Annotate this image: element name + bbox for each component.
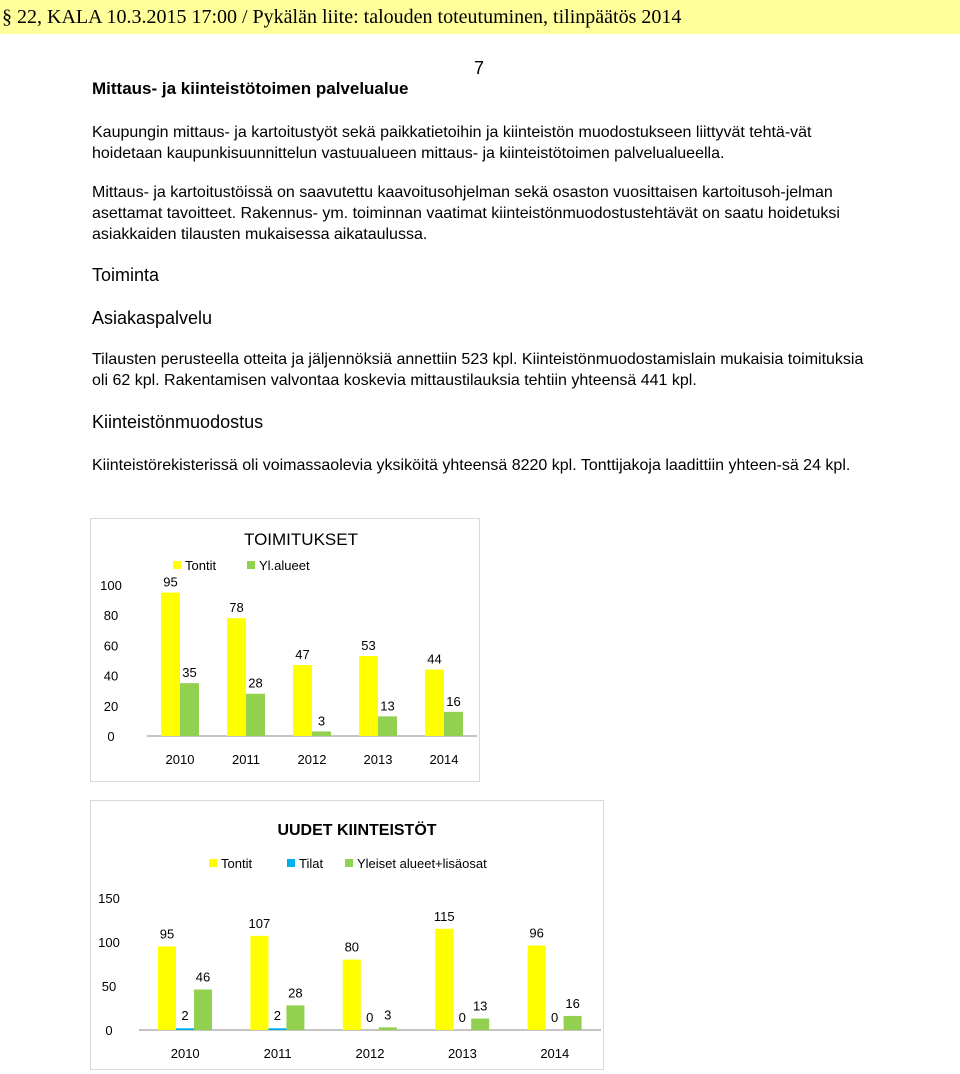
- y-tick-label: 100: [100, 578, 122, 593]
- bar: [286, 1005, 304, 1030]
- paragraph-asiakaspalvelu: Tilausten perusteella otteita ja jäljennöksiä annettiin 523 kpl. Kiinteistönmuodostamislain mukaisia toimituksia oli 62 kpl. Rakentamisen valvontaa koskevia mittaustilauksia tehtiin yhteensä 441 kpl.: [92, 351, 864, 389]
- data-label: 95: [163, 574, 178, 590]
- paragraph-intro: Kaupungin mittaus- ja kartoitustyöt sekä paikkatietoihin ja kiinteistön muodostukseen liittyvät tehtä-vät hoidetaan kaupunkisuunnittelun vastuualueen mittaus- ja kiinteistötoimen palvelualueella.: [92, 124, 812, 162]
- bar: [246, 694, 265, 736]
- y-tick-label: 0: [107, 729, 115, 744]
- data-label: 3: [317, 713, 326, 729]
- x-tick-label: 2014: [540, 1046, 570, 1061]
- toimitukset-chart-svg: [91, 519, 479, 781]
- data-label: 35: [182, 665, 197, 681]
- heading-kiinteistonmuodostus: Kiinteistönmuodostus: [92, 412, 264, 432]
- heading-asiakaspalvelu: Asiakaspalvelu: [92, 308, 213, 328]
- data-label: 0: [550, 1010, 559, 1025]
- bar: [180, 683, 199, 736]
- data-label: 2: [273, 1008, 282, 1024]
- data-label: 78: [229, 600, 244, 616]
- paragraph-goals: Mittaus- ja kartoitustöissä on saavutettu kaavoitusohjelman sekä osaston vuosittaisen kartoitusoh-jelman asettamat tavoitteet. Rakennus- ym. toiminnan vaatimat kiinteistönmuodostustehtävät on saatu hoidetuksi asiakkaiden tilausten mukaisessa aikataulussa.: [92, 184, 840, 243]
- x-tick-label: 2011: [263, 1046, 292, 1061]
- chart-title: UUDET KIINTEISTÖT: [277, 822, 437, 839]
- legend-label: Tilat: [299, 856, 324, 871]
- bar: [378, 716, 397, 736]
- x-tick-label: 2014: [429, 752, 459, 767]
- data-label: 115: [433, 908, 455, 924]
- bar: [564, 1016, 582, 1030]
- bar: [359, 656, 378, 736]
- y-tick-label: 40: [103, 668, 119, 684]
- x-tick-label: 2010: [170, 1046, 200, 1061]
- data-label: 44: [427, 651, 442, 667]
- data-label: 95: [159, 926, 175, 942]
- legend-swatch: [209, 859, 217, 867]
- bar: [176, 1028, 194, 1030]
- paragraph-kiinteistonmuodostus: Kiinteistörekisterissä oli voimassaolevia yksiköitä yhteensä 8220 kpl. Tonttijakoja laadittiin yhteen-sä 24 kpl.: [92, 457, 851, 474]
- header-text: § 22, KALA 10.3.2015 17:00 / Pykälän liite: talouden toteutuminen, tilinpäätös 2014: [2, 6, 682, 28]
- x-tick-label: 2012: [355, 1046, 385, 1061]
- data-label: 2: [181, 1008, 189, 1024]
- data-label: 28: [248, 675, 263, 691]
- bar: [161, 593, 180, 736]
- bar: [528, 946, 546, 1030]
- y-tick-label: 20: [103, 698, 119, 714]
- data-label: 13: [380, 698, 395, 714]
- legend-label: Yl.alueet: [259, 558, 310, 573]
- bar: [250, 936, 268, 1030]
- legend-label: Yleiset alueet+lisäosat: [357, 856, 487, 871]
- uudet-kiinteistot-chart-svg: [91, 801, 603, 1069]
- data-label: 0: [366, 1010, 374, 1025]
- bar: [312, 731, 331, 736]
- data-label: 3: [384, 1007, 392, 1023]
- toimitukset-chart: [90, 518, 480, 782]
- bar: [379, 1027, 397, 1030]
- data-label: 46: [195, 969, 211, 985]
- bar: [425, 670, 444, 736]
- legend-label: Tontit: [221, 856, 253, 871]
- data-label: 0: [458, 1010, 466, 1025]
- x-tick-label: 2013: [363, 752, 393, 767]
- x-tick-label: 2011: [232, 752, 260, 767]
- document-header: [0, 0, 960, 34]
- data-label: 16: [446, 693, 461, 709]
- y-tick-label: 60: [103, 638, 119, 654]
- bar: [471, 1019, 489, 1030]
- chart-title: TOIMITUKSET: [244, 530, 358, 549]
- uudet-kiinteistot-chart: [90, 800, 604, 1070]
- x-tick-label: 2010: [165, 752, 195, 767]
- data-label: 80: [344, 939, 360, 955]
- legend-label: Tontit: [185, 558, 217, 573]
- legend-swatch: [173, 561, 181, 569]
- data-label: 47: [295, 647, 310, 663]
- legend-swatch: [287, 859, 295, 867]
- data-label: 96: [529, 925, 544, 941]
- bar: [343, 960, 361, 1030]
- bar: [194, 990, 212, 1030]
- data-label: 13: [472, 998, 488, 1014]
- page-number: 7: [474, 58, 485, 78]
- y-tick-label: 50: [101, 979, 117, 994]
- section-title: Mittaus- ja kiinteistötoimen palvelualue: [92, 79, 409, 98]
- heading-toiminta: Toiminta: [92, 265, 160, 285]
- data-label: 107: [248, 915, 271, 931]
- bar: [268, 1028, 286, 1030]
- y-tick-label: 150: [98, 891, 120, 906]
- legend-swatch: [247, 561, 255, 569]
- legend-swatch: [345, 859, 353, 867]
- bar: [444, 712, 463, 736]
- bar: [435, 929, 453, 1030]
- data-label: 53: [361, 637, 376, 653]
- bar: [293, 665, 312, 736]
- y-tick-label: 80: [103, 608, 119, 624]
- y-tick-label: 100: [98, 935, 120, 950]
- bar: [227, 618, 246, 736]
- y-tick-label: 0: [105, 1023, 113, 1038]
- data-label: 28: [288, 985, 303, 1001]
- x-tick-label: 2012: [297, 752, 327, 767]
- x-tick-label: 2013: [447, 1046, 477, 1061]
- data-label: 16: [565, 995, 580, 1011]
- bar: [158, 946, 176, 1030]
